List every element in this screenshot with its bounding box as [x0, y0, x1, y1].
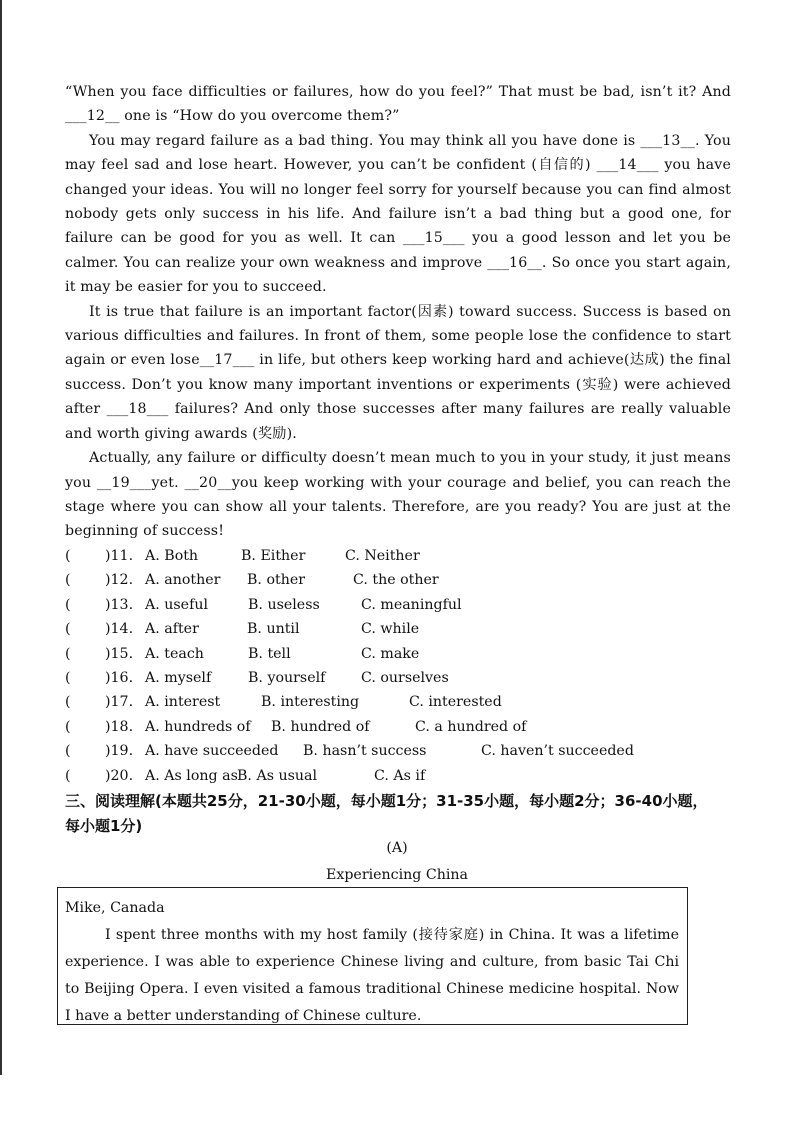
answer-bracket: (	[65, 548, 71, 564]
section-heading	[65, 789, 765, 839]
passage-paragraph-4: Actually, any failure or difficulty doesn’t mean much to you in your study, it just means you __19___yet. __20__you keep working with your courage and belief, you can reach the stage where you can show all your talents. Therefore, are you ready? You are just at the beginning of success!	[65, 450, 731, 540]
option-c: C. meaningful	[361, 596, 462, 613]
option-c: C. make	[361, 645, 420, 662]
passage-paragraph-1: “When you face difficulties or failures, how do you feel?” That must be bad, isn’t it? And ___12__ one is “How do you overcome them?”	[65, 84, 731, 125]
option-a: A. useful	[145, 596, 209, 613]
option-b: B. hundred of	[271, 718, 370, 735]
answer-bracket: (	[65, 694, 71, 711]
question-number: )12.	[105, 572, 134, 589]
section-heading-line-2: 每小题1分)	[65, 817, 143, 835]
question-number: )18.	[105, 718, 134, 735]
answer-bracket: (	[65, 767, 71, 784]
passage-paragraph-2: You may regard failure as a bad thing. You may think all you have done is ___13__. You may feel sad and lose heart. However, you can’t be confident (自信的) ___14___ you have changed your ideas. You will no longer feel sorry for yourself because you can find almost nobody gets only success in his life. And failure isn’t a bad thing but a good one, for failure can be good for you as well. It can ___15___ you a good lesson and let you be calmer. You can realize your own weakness and improve ___16__. So once you start again, it may be easier for you to succeed.	[65, 132, 731, 296]
reading-author: Mike, Canada	[65, 900, 165, 916]
question-row	[65, 764, 755, 788]
option-b: B. interesting	[261, 694, 360, 711]
option-a: A. after	[145, 621, 199, 638]
question-number: )11.	[105, 548, 134, 564]
question-row	[65, 568, 755, 592]
option-a: A. myself	[145, 669, 212, 686]
answer-bracket: (	[65, 645, 71, 662]
option-b: B. yourself	[248, 669, 326, 686]
option-c: C. a hundred of	[415, 718, 527, 735]
answer-bracket: (	[65, 669, 71, 686]
reading-box	[57, 887, 688, 1025]
cloze-passage	[65, 80, 731, 544]
option-c: C. haven’t succeeded	[481, 743, 634, 760]
question-row	[65, 715, 755, 739]
answer-bracket: (	[65, 572, 71, 589]
option-a: A. interest	[145, 694, 221, 711]
question-row	[65, 617, 755, 641]
question-row	[65, 593, 755, 617]
option-a: A. hundreds of	[145, 718, 251, 735]
option-b: B. useless	[248, 596, 320, 613]
passage-paragraph-3: It is true that failure is an important factor(因素) toward success. Success is based on various difficulties and failures. In front of them, some people lose the confidence to start again or even lose__17___ in life, but others keep working hard and achieve(达成) the final success. Don’t you know many important inventions or experiments (实验) were achieved after ___18___ failures? And only those successes after many failures are really valuable and worth giving awards (奖励).	[65, 303, 731, 442]
option-a: A. teach	[145, 645, 204, 662]
answer-bracket: (	[65, 621, 71, 638]
option-b: B. Either	[241, 548, 306, 564]
passage-label: (A)	[386, 840, 408, 856]
answer-bracket: (	[65, 718, 71, 735]
question-row	[65, 690, 755, 714]
option-a: A. have succeeded	[145, 743, 279, 760]
question-number: )17.	[105, 694, 134, 711]
option-c: C. ourselves	[361, 669, 449, 686]
option-a: A. Both	[145, 548, 199, 564]
passage-title: Experiencing China	[325, 867, 469, 883]
section-heading-line-1: 三、阅读理解(本题共25分，21-30小题，每小题1分；31-35小题，每小题2分；36-40小题，	[65, 792, 708, 810]
answer-bracket: (	[65, 596, 71, 613]
question-number: )19.	[105, 743, 134, 760]
question-row	[65, 739, 755, 763]
option-c: C. Neither	[345, 548, 420, 564]
question-number: )14.	[105, 621, 134, 638]
option-a: A. another	[145, 572, 221, 589]
option-b: B. As usual	[237, 767, 318, 784]
option-c: C. the other	[353, 572, 439, 589]
question-number: )16.	[105, 669, 134, 686]
option-c: C. As if	[374, 767, 426, 784]
option-b: B. other	[247, 572, 306, 589]
reading-body: I spent three months with my host family (接待家庭) in China. It was a lifetime experience. I was able to experience Chinese living and culture, from basic Tai Chi to Beijing Opera. I even visited a famous traditional Chinese medicine hospital. Now I have a better understanding of Chinese culture.	[65, 927, 679, 1024]
page-left-border	[0, 0, 2, 1075]
option-c: C. while	[361, 621, 420, 638]
question-row	[65, 666, 755, 690]
option-b: B. hasn’t success	[303, 743, 427, 760]
answer-bracket: (	[65, 743, 71, 760]
option-a: A. As long as	[145, 767, 238, 784]
option-b: B. until	[247, 621, 300, 638]
option-b: B. tell	[248, 645, 291, 662]
option-c: C. interested	[409, 694, 502, 711]
question-row	[65, 642, 755, 666]
question-row	[65, 544, 755, 568]
question-number: )13.	[105, 596, 134, 613]
question-number: )20.	[105, 767, 134, 784]
question-number: )15.	[105, 645, 134, 662]
question-list	[65, 544, 755, 788]
